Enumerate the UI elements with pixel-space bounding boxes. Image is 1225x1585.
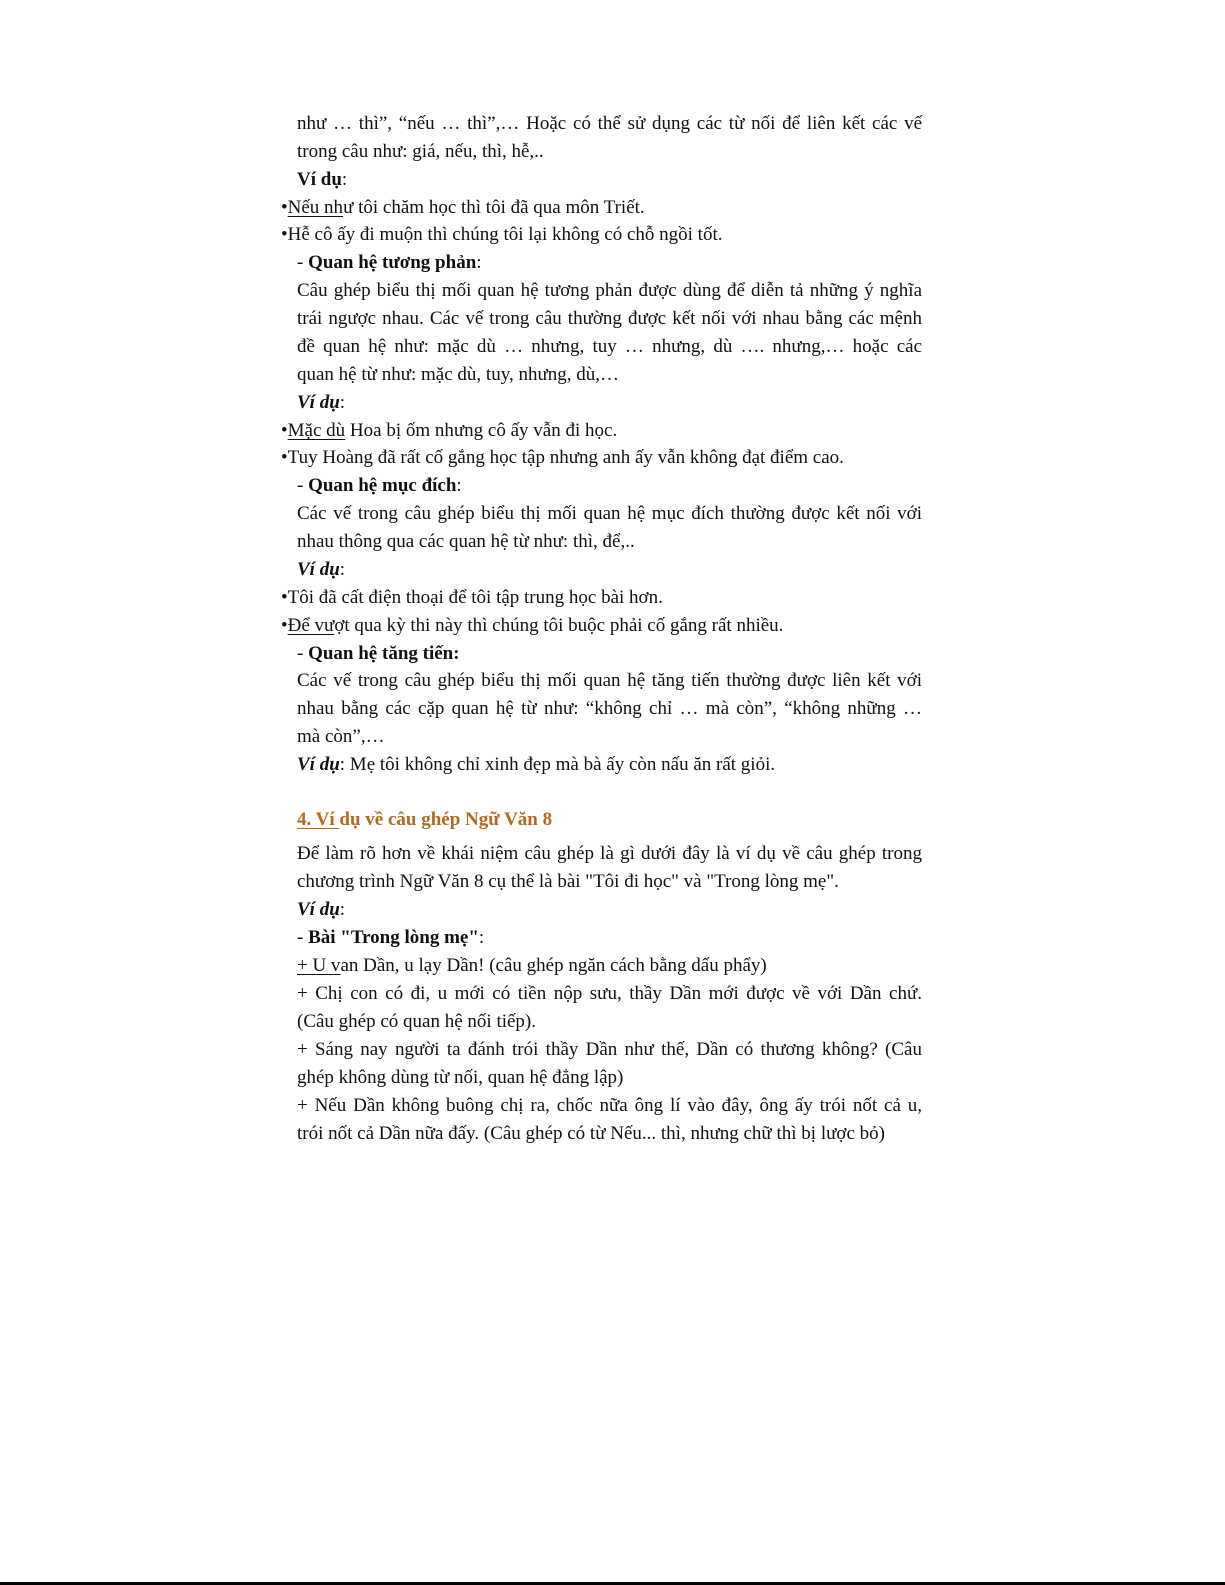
example-label [297,896,345,924]
dash: - [297,927,309,948]
paragraph-line: Câu ghép biểu thị mối quan hệ tương phản được dùng để diễn tả những ý nghĩa [297,280,922,301]
colon: : [456,475,462,496]
section-heading-underlined: 4. Ví [297,809,340,830]
section-heading-text: dụ về câu ghép Ngữ Văn 8 [339,809,553,830]
bullet-text: ợt qua kỳ thi này thì chúng tôi buộc phải cố gắng rất nhiều. [334,615,784,636]
section-heading [297,806,552,834]
subheading-text: Quan hệ tăng tiến: [308,643,460,664]
subheading [297,472,462,500]
bullet-text: Tuy Hoàng đã rất cố gắng học tập nhưng anh ấy vẫn không đạt điểm cao. [287,447,844,468]
colon: : [341,169,348,190]
bullet-item [281,612,783,640]
bullet-text: Tôi đã cất điện thoại để tôi tập trung học bài hơn. [287,587,663,608]
bullet-item [281,584,663,612]
bullet-icon: • [281,615,288,636]
example-label-text: Ví dụ [297,899,340,920]
subheading [297,640,460,668]
example-label-text: Ví dụ [297,392,340,413]
paragraph-line: trái ngược nhau. Các vế trong câu thường được kết nối với nhau bằng các mệnh [297,308,922,329]
example-label-text: Ví dụ [297,559,340,580]
underlined-text: Mặc dù [287,420,346,441]
subheading [297,249,482,277]
dash: - [297,252,309,273]
paragraph-line: như … thì”, “nếu … thì”,… Hoặc có thể sử dụng các từ nối để liên kết các vế [297,113,922,134]
bullet-item [281,417,617,445]
example-label [297,556,345,584]
colon: : [476,252,482,273]
paragraph-line: Các vế trong câu ghép biểu thị mối quan hệ mục đích thường được kết nối với [297,503,922,524]
paragraph-line: Để làm rõ hơn về khái niệm câu ghép là gì dưới đây là ví dụ về câu ghép trong [297,843,922,864]
paragraph-line: + Sáng nay người ta đánh trói thầy Dần như thế, Dần có thương không? (Câu [297,1039,922,1060]
paragraph-line: trong câu như: giá, nếu, thì, hễ,.. [297,141,544,162]
bullet-icon: • [281,420,288,441]
paragraph-line: ghép không dùng từ nối, quan hệ đẳng lập) [297,1067,624,1088]
bullet-icon: • [281,224,288,245]
paragraph-line: nhau bằng các cặp quan hệ từ như: “không chỉ … mà còn”, “không những … [297,698,922,719]
example-label-text: Ví dụ [297,169,342,190]
subheading-text: Bài "Trong lòng mẹ" [308,927,479,948]
paragraph-line: trói nốt cả Dần nữa đấy. (Câu ghép có từ Nếu... thì, nhưng chữ thì bị lược bỏ) [297,1123,885,1144]
subheading [297,924,484,952]
example-text: : Mẹ tôi không chỉ xinh đẹp mà bà ấy còn nấu ăn rất giỏi. [339,754,776,775]
example-label [297,166,347,194]
colon: : [339,559,346,580]
underlined-text: + U v [297,955,341,976]
colon: : [339,899,346,920]
subheading-text: Quan hệ tương phản [308,252,477,273]
bullet-item [281,444,844,472]
underlined-text: Nếu nh [287,197,344,218]
dash: - [297,643,309,664]
paragraph-line: đề quan hệ như: mặc dù … nhưng, tuy … nhưng, dù …. nhưng,… hoặc các [297,336,922,357]
line-text: an Dần, u lạy Dần! (câu ghép ngăn cách bằng dấu phẩy) [340,955,767,976]
bullet-icon: • [281,587,288,608]
colon: : [478,927,485,948]
underlined-text: Để vư [287,615,335,636]
paragraph-line: mà còn”,… [297,726,385,747]
paragraph-line: quan hệ từ như: mặc dù, tuy, nhưng, dù,… [297,364,620,385]
example-line [297,751,775,779]
colon: : [339,392,346,413]
paragraph-line: nhau thông qua các quan hệ từ như: thì, để,.. [297,531,635,552]
bullet-text: ư tôi chăm học thì tôi đã qua môn Triết. [343,197,645,218]
paragraph-line: chương trình Ngữ Văn 8 cụ thể là bài "Tôi đi học" và "Trong lòng mẹ". [297,871,839,892]
paragraph-line: + Chị con có đi, u mới có tiền nộp sưu, thầy Dần mới được về với Dần chứ. [297,983,922,1004]
example-label [297,389,345,417]
bullet-icon: • [281,447,288,468]
paragraph-line [297,952,767,980]
example-label-text: Ví dụ [297,754,340,775]
dash: - [297,475,309,496]
bullet-icon: • [281,197,288,218]
paragraph-line: Các vế trong câu ghép biểu thị mối quan hệ tăng tiến thường được liên kết với [297,670,922,691]
bullet-text: Hễ cô ấy đi muộn thì chúng tôi lại không có chỗ ngồi tốt. [287,224,723,245]
bullet-item [281,221,722,249]
paragraph-line: + Nếu Dần không buông chị ra, chốc nữa ông lí vào đây, ông ấy trói nốt cả u, [297,1095,922,1116]
bullet-item [281,194,645,222]
subheading-text: Quan hệ mục đích [308,475,457,496]
bullet-text: Hoa bị ốm nhưng cô ấy vẫn đi học. [345,420,618,441]
paragraph-line: (Câu ghép có quan hệ nối tiếp). [297,1011,537,1032]
